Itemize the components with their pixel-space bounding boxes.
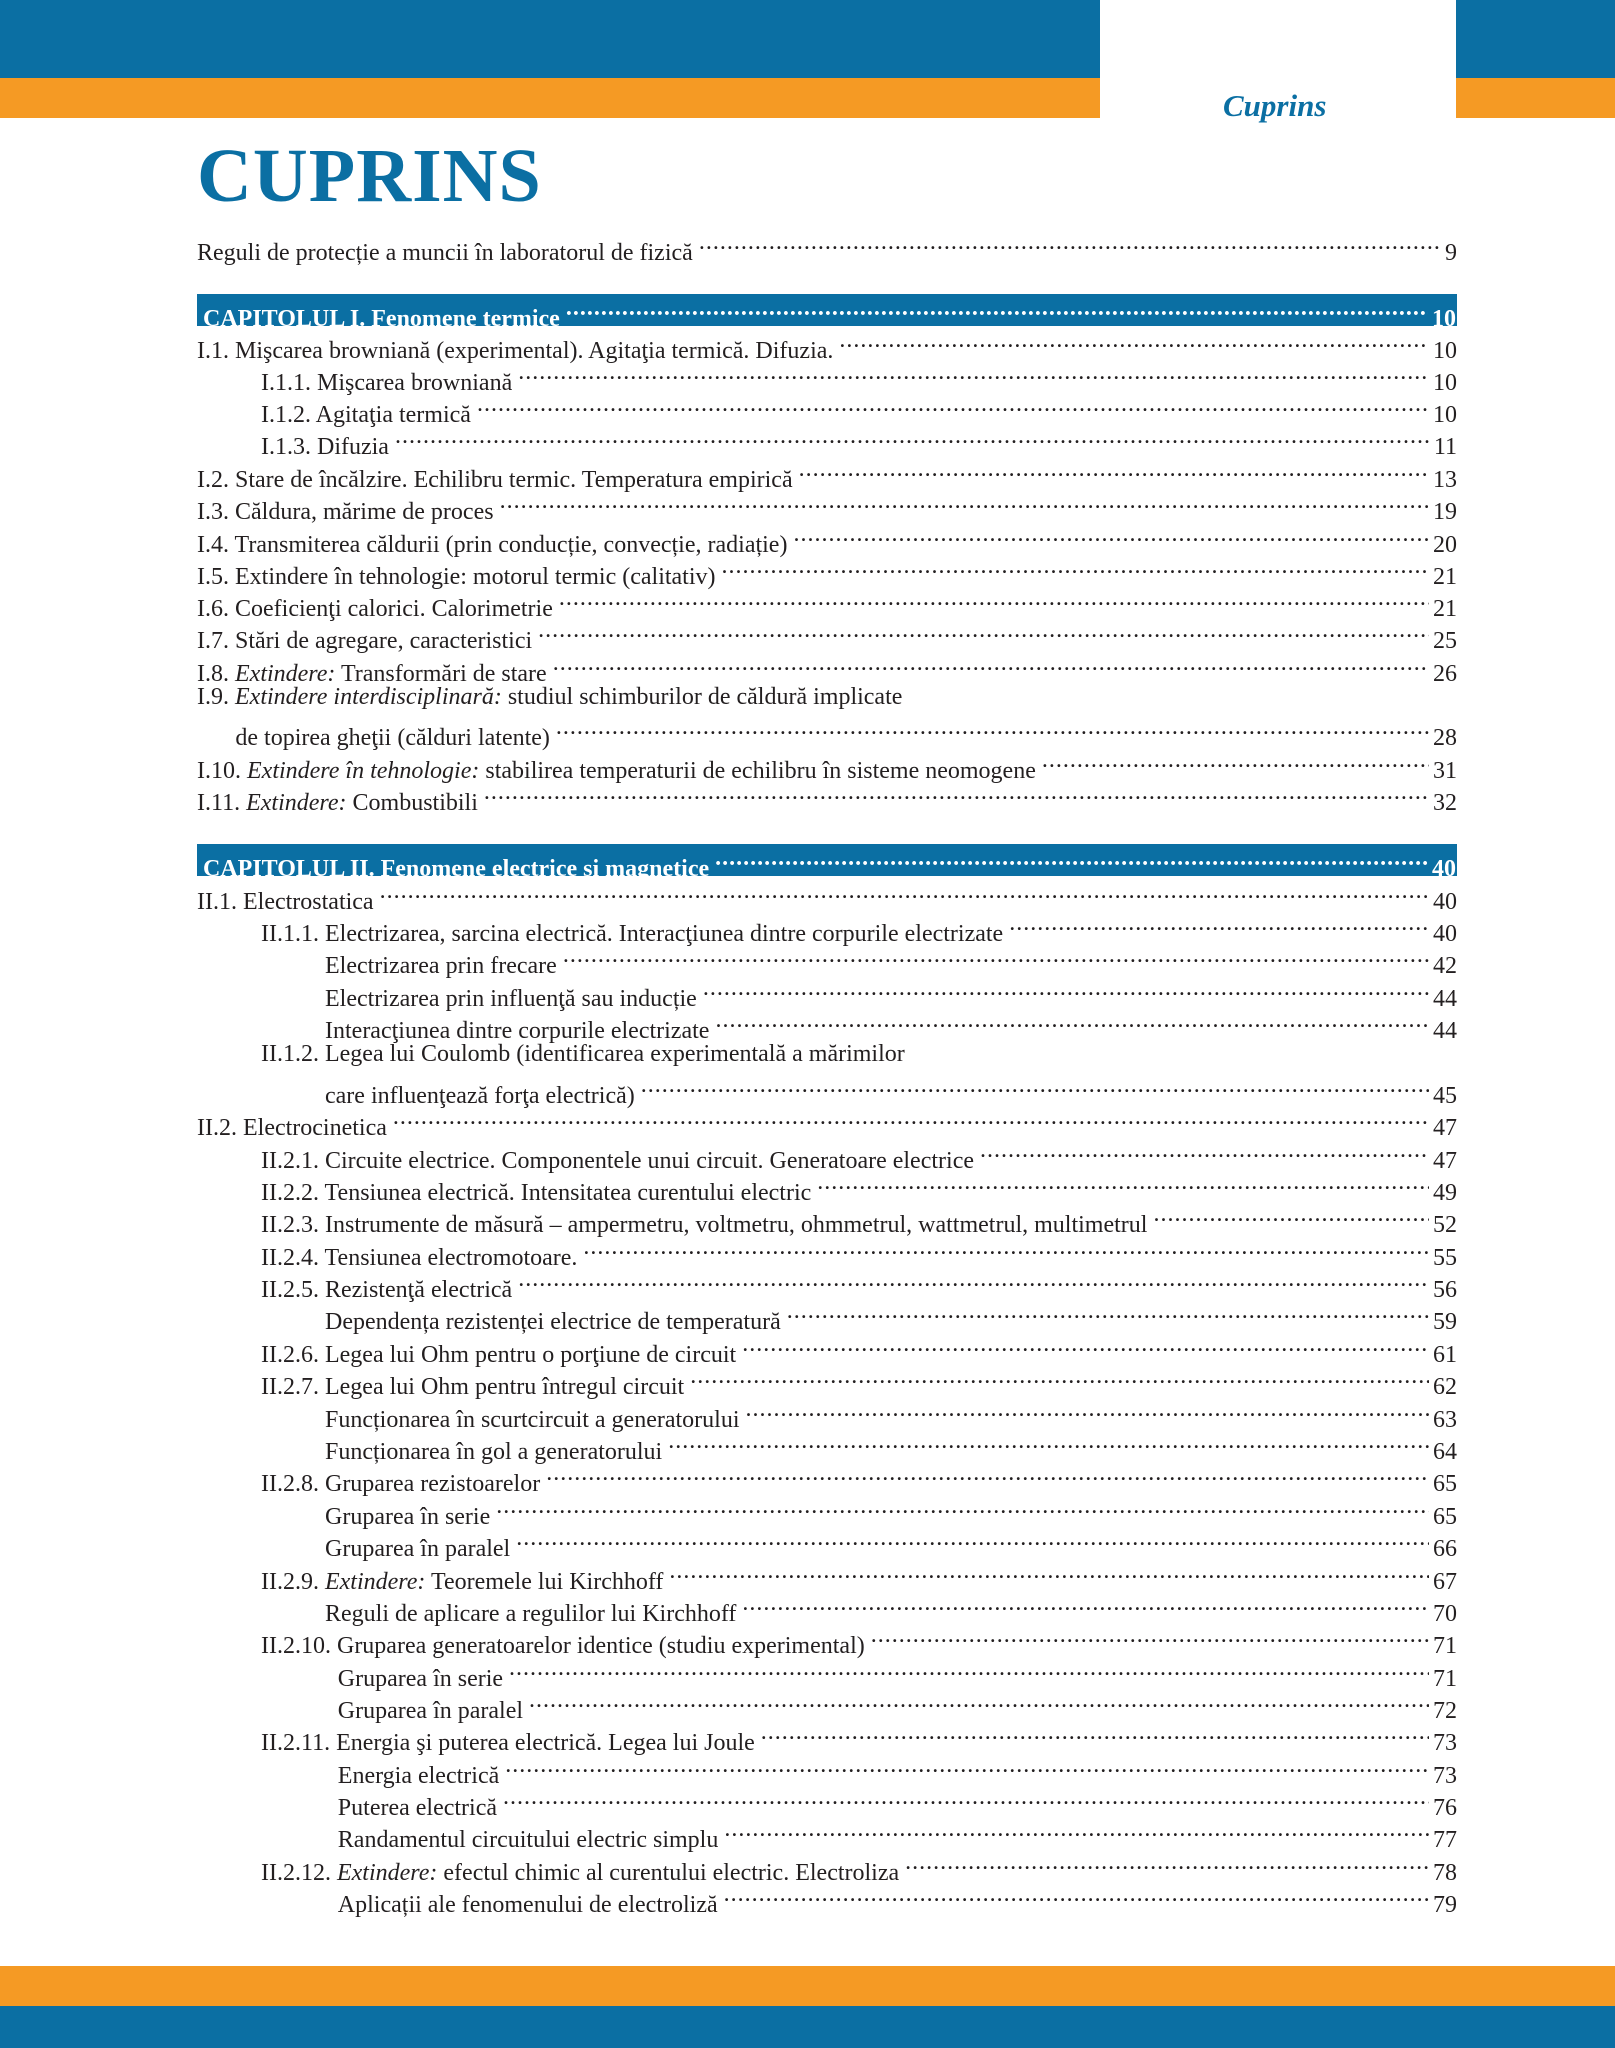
toc-entry-text-part: Transformări de stare: [335, 661, 547, 687]
toc-dot-leader: [496, 1492, 1429, 1524]
toc-page-number: 31: [1433, 758, 1457, 784]
toc-entry: [197, 1006, 1457, 1044]
toc-page-number: 77: [1433, 1827, 1457, 1853]
toc-entry-text-part: I.7. Stări de agregare, caracteristici: [197, 628, 533, 654]
toc-page-number: 26: [1433, 661, 1457, 687]
toc-dot-leader: [703, 974, 1429, 1006]
toc-entry-text-part: Reguli de aplicare a regulilor lui Kirchhoff: [325, 1601, 737, 1627]
toc-entry-italic-part: Extindere:: [336, 1860, 438, 1886]
toc-dot-leader: [839, 326, 1429, 358]
toc-dot-leader: [746, 1395, 1429, 1427]
toc-entry: [197, 552, 1457, 590]
toc-page-number: 47: [1433, 1148, 1457, 1174]
toc-page-number: 65: [1433, 1471, 1457, 1497]
toc-entry-italic-part: Extindere interdisciplinară:: [235, 684, 502, 710]
toc-page-number: 71: [1433, 1633, 1457, 1659]
toc-dot-leader: [1009, 909, 1429, 941]
toc-dot-leader: [393, 1103, 1429, 1135]
toc-entry-text-part: I.3. Căldura, mărime de proces: [197, 499, 494, 525]
toc-chapter-heading: [197, 844, 1457, 882]
toc-entry-text-part: I.1.1. Mişcarea browniană: [261, 370, 513, 396]
toc-page-number: 44: [1433, 1018, 1457, 1044]
toc-entry-text-part: studiul schimburilor de căldură implicate: [501, 684, 903, 710]
toc-entry-text-part: Aplicații ale fenomenului de electroliză: [337, 1892, 718, 1918]
toc-dot-leader: [559, 584, 1429, 616]
header-band-orange-right: [1456, 78, 1615, 118]
toc-entry: [197, 1621, 1457, 1659]
toc-page-number: 76: [1433, 1795, 1457, 1821]
toc-entry-text-part: II.1.1. Electrizarea, sarcina electrică. Interacţiunea dintre corpurile electrizate: [261, 921, 1004, 947]
toc-entry: [197, 877, 1457, 915]
toc-page-number: 10: [1433, 338, 1457, 364]
toc-entry: [197, 1686, 1457, 1724]
footer-band-orange: [0, 1966, 1615, 2006]
toc-entry: [197, 1718, 1457, 1756]
toc-entry: [197, 1330, 1457, 1368]
toc-dot-leader: [799, 455, 1429, 487]
toc-entry-text-part: II.2.3. Instrumente de măsură – ampermetru, voltmetru, ohmmetrul, wattmetrul, multimetrul: [261, 1212, 1148, 1238]
toc-page-number: 42: [1433, 953, 1457, 979]
toc-dot-leader: [905, 1848, 1429, 1880]
toc-entry-text-part: Teoremele lui Kirchhoff: [425, 1569, 664, 1595]
toc-entry: [197, 326, 1457, 364]
toc-entry: [197, 422, 1457, 460]
toc-entry-text-part: Dependența rezistenței electrice de temperatură: [325, 1309, 781, 1335]
toc-entry: [197, 1038, 1457, 1070]
toc-dot-leader: [538, 616, 1429, 648]
toc-dot-leader: [817, 1168, 1429, 1200]
toc-entry: [197, 778, 1457, 816]
toc-entry: [197, 746, 1457, 784]
toc-entry-italic-part: Extindere:: [324, 1569, 426, 1595]
toc-page-number: 40: [1433, 889, 1457, 915]
toc-entry-title: [338, 1889, 718, 1921]
toc-entry: [197, 1136, 1457, 1174]
toc-page-number: 72: [1433, 1698, 1457, 1724]
toc-entry-text-part: II.2.5. Rezistenţă electrică: [261, 1277, 513, 1303]
toc-entry: [197, 584, 1457, 622]
toc-page-number: 61: [1433, 1342, 1457, 1368]
toc-dot-leader: [871, 1621, 1429, 1653]
toc-dot-leader: [484, 778, 1429, 810]
toc-dot-leader: [1153, 1200, 1429, 1232]
toc-page-number: 21: [1433, 596, 1457, 622]
toc-entry-italic-part: Extindere:: [235, 661, 336, 687]
toc-entry-text-part: II.2.9.: [261, 1569, 325, 1595]
toc-dot-leader: [380, 877, 1429, 909]
toc-dot-leader: [690, 1362, 1429, 1394]
toc-dot-leader: [583, 1233, 1429, 1265]
toc-entry: [197, 1557, 1457, 1595]
toc-entry: [197, 1459, 1457, 1497]
toc-dot-leader: [553, 649, 1429, 681]
toc-dot-leader: [787, 1297, 1429, 1329]
toc-entry-text-part: II.2.7. Legea lui Ohm pentru întregul circuit: [261, 1374, 685, 1400]
toc-entry-text-part: I.1. Mişcarea browniană (experimental). Agitaţia termică. Difuzia.: [197, 338, 834, 364]
toc-dot-leader: [699, 228, 1441, 260]
toc-page-number: 62: [1433, 1374, 1457, 1400]
toc-entry-text-part: II.2.4. Tensiunea electromotoare.: [261, 1245, 578, 1271]
toc-entry-italic-part: Extindere:: [246, 790, 347, 816]
header-band-orange-left: [0, 78, 1100, 118]
toc-entry-text-part: II.2.2. Tensiunea electrică. Intensitatea curentului electric: [261, 1180, 812, 1206]
toc-entry-text-part: Energia electrică: [337, 1763, 500, 1789]
toc-entry-text-part: I.1.2. Agitaţia termică: [261, 402, 471, 428]
toc-entry-text-part: Funcționarea în scurtcircuit a generatorului: [325, 1407, 740, 1433]
toc-dot-leader: [669, 1557, 1429, 1589]
toc-dot-leader: [395, 422, 1430, 454]
toc-dot-leader: [724, 1815, 1429, 1847]
toc-entry-text-part: Puterea electrică: [337, 1795, 498, 1821]
toc-page-number: 20: [1433, 532, 1457, 558]
toc-page-number: 52: [1433, 1212, 1457, 1238]
toc-entry-text-part: Reguli de protecție a muncii în laboratorul de fizică: [197, 240, 693, 266]
toc-entry: [197, 228, 1457, 266]
toc-dot-leader: [500, 487, 1429, 519]
toc-page-number: 10: [1433, 370, 1457, 396]
toc-entry: [197, 1071, 1457, 1109]
toc-entry: [197, 1654, 1457, 1692]
toc-entry: [197, 358, 1457, 396]
toc-entry-text-part: Funcționarea în gol a generatorului: [325, 1439, 663, 1465]
toc-entry-title: [197, 787, 478, 819]
toc-dot-leader: [742, 1589, 1429, 1621]
toc-entry-italic-part: Extindere în tehnologie:: [247, 758, 480, 784]
toc-chapter-heading: [197, 294, 1457, 332]
toc-entry: [197, 455, 1457, 493]
toc-page-number: 56: [1433, 1277, 1457, 1303]
toc-entry: [197, 941, 1457, 979]
toc-page-number: 73: [1433, 1763, 1457, 1789]
toc-page-number: 21: [1433, 564, 1457, 590]
toc-entry: [197, 713, 1457, 751]
toc-entry-text-part: II.2.12.: [261, 1860, 337, 1886]
toc-dot-leader: [505, 1751, 1429, 1783]
toc-entry-text-part: stabilirea temperaturii de echilibru în sisteme neomogene: [479, 758, 1036, 784]
toc-page-number: 55: [1433, 1245, 1457, 1271]
toc-entry-text-part: I.2. Stare de încălzire. Echilibru termic. Temperatura empirică: [197, 467, 793, 493]
toc-entry-text-part: efectul chimic al curentului electric. Electroliza: [437, 1860, 900, 1886]
toc-entry: [197, 1395, 1457, 1433]
toc-entry-text-part: II.2.6. Legea lui Ohm pentru o porţiune de circuit: [261, 1342, 737, 1368]
toc-entry-text-part: II.2.11. Energia şi puterea electrică. Legea lui Joule: [261, 1730, 755, 1756]
toc-dot-leader: [518, 1265, 1429, 1297]
running-header: Cuprins: [1223, 88, 1327, 123]
toc-page-number: 32: [1433, 790, 1457, 816]
toc-entry: [197, 487, 1457, 525]
toc-dot-leader: [563, 941, 1429, 973]
toc-dot-leader: [546, 1459, 1429, 1491]
toc-entry: [197, 1815, 1457, 1853]
footer-band-blue: [0, 2006, 1615, 2048]
toc-entry: [197, 681, 1457, 713]
toc-dot-leader: [518, 358, 1429, 390]
page-title: CUPRINS: [197, 134, 542, 218]
toc-page-number: 64: [1433, 1439, 1457, 1465]
toc-entry: [197, 1427, 1457, 1465]
toc-entry: [197, 974, 1457, 1012]
toc-page-number: 40: [1433, 921, 1457, 947]
toc-entry-text-part: II.2.10. Gruparea generatoarelor identice (studiu experimental): [261, 1633, 865, 1659]
toc-entry-text-part: Gruparea în paralel: [337, 1698, 524, 1724]
toc-entry-text-part: CAPITOLUL I. Fenomene termice: [203, 306, 560, 332]
toc-entry-text-part: I.4. Transmiterea căldurii (prin conducție, convecție, radiație): [197, 532, 788, 558]
toc-entry: [197, 1880, 1457, 1918]
toc-dot-leader: [509, 1654, 1429, 1686]
toc-page-number: 70: [1433, 1601, 1457, 1627]
toc-entry: [197, 1751, 1457, 1789]
toc-entry-text-part: de topirea gheţii (călduri latente): [235, 725, 550, 751]
toc-page-number: 13: [1433, 467, 1457, 493]
toc-entry-text-part: Electrizarea prin influenţă sau inducție: [325, 986, 697, 1012]
toc-entry-text-part: I.5. Extindere în tehnologie: motorul termic (calitativ): [197, 564, 716, 590]
toc-entry: [197, 1103, 1457, 1141]
toc-dot-leader: [566, 294, 1428, 326]
toc-page-number: 47: [1433, 1115, 1457, 1141]
toc-entry: [197, 1492, 1457, 1530]
toc-entry: [197, 1297, 1457, 1335]
toc-entry-title: [261, 1038, 905, 1070]
toc-entry: [197, 909, 1457, 947]
toc-dot-leader: [715, 1006, 1429, 1038]
toc-entry-text-part: Interacţiunea dintre corpurile electrizate: [325, 1018, 710, 1044]
toc-page-number: 40: [1432, 856, 1456, 882]
toc-entry: [197, 1362, 1457, 1400]
toc-entry: [197, 1524, 1457, 1562]
toc-page-number: 19: [1433, 499, 1457, 525]
toc-page-number: 78: [1433, 1860, 1457, 1886]
toc-entry: [197, 1233, 1457, 1271]
toc-page-number: 67: [1433, 1569, 1457, 1595]
toc-page-number: 10: [1433, 402, 1457, 428]
toc-entry-text-part: II.2.1. Circuite electrice. Componentele unui circuit. Generatoare electrice: [261, 1148, 974, 1174]
toc-entry-text-part: I.6. Coeficienţi calorici. Calorimetrie: [197, 596, 553, 622]
toc-entry: [197, 1848, 1457, 1886]
toc-entry-text-part: I.8.: [197, 661, 235, 687]
toc-entry-text-part: Randamentul circuitului electric simplu: [337, 1827, 719, 1853]
toc-entry-text-part: II.2.8. Gruparea rezistoarelor: [261, 1471, 541, 1497]
toc-entry-text-part: II.1.2. Legea lui Coulomb (identificarea experimentală a mărimilor: [261, 1041, 905, 1067]
toc-entry: [197, 1783, 1457, 1821]
toc-page-number: 63: [1433, 1407, 1457, 1433]
toc-entry-text-part: Gruparea în serie: [325, 1504, 491, 1530]
toc-entry: [197, 616, 1457, 654]
header-band-blue-right: [1456, 0, 1615, 78]
toc-dot-leader: [793, 520, 1429, 552]
toc-entry: [197, 520, 1457, 558]
toc-dot-leader: [641, 1071, 1429, 1103]
toc-entry: [197, 390, 1457, 428]
toc-dot-leader: [980, 1136, 1429, 1168]
toc-page-number: 49: [1433, 1180, 1457, 1206]
toc-dot-leader: [761, 1718, 1429, 1750]
toc-entry-text-part: I.10.: [197, 758, 247, 784]
toc-dot-leader: [516, 1524, 1429, 1556]
toc-dot-leader: [742, 1330, 1429, 1362]
toc-entry-text-part: II.2. Electrocinetica: [197, 1115, 387, 1141]
toc-page-number: 11: [1433, 434, 1457, 460]
toc-entry-text-part: I.11.: [197, 790, 247, 816]
toc-page-number: 9: [1445, 240, 1457, 266]
toc-entry: [197, 649, 1457, 687]
toc-page-number: 44: [1433, 986, 1457, 1012]
toc-entry: [197, 1168, 1457, 1206]
toc-dot-leader: [503, 1783, 1429, 1815]
toc-entry-text-part: CAPITOLUL II. Fenomene electrice și magnetice: [203, 856, 710, 882]
toc-dot-leader: [724, 1880, 1429, 1912]
toc-page-number: 28: [1433, 725, 1457, 751]
toc-page-number: 45: [1433, 1083, 1457, 1109]
toc-entry: [197, 1265, 1457, 1303]
toc-page-number: 65: [1433, 1504, 1457, 1530]
toc-entry: [197, 1200, 1457, 1238]
toc-dot-leader: [722, 552, 1429, 584]
toc-dot-leader: [529, 1686, 1429, 1718]
toc-entry-text-part: Gruparea în serie: [337, 1666, 504, 1692]
toc-entry-text-part: II.1. Electrostatica: [197, 889, 374, 915]
toc-page-number: 73: [1433, 1730, 1457, 1756]
toc-dot-leader: [556, 713, 1429, 745]
toc-entry-text-part: Combustibili: [346, 790, 478, 816]
toc-page-number: 79: [1433, 1892, 1457, 1918]
toc-entry-text-part: I.1.3. Difuzia: [261, 434, 389, 460]
toc-entry-text-part: care influenţează forţa electrică): [325, 1083, 635, 1109]
toc-entry-title: [197, 237, 693, 269]
toc-entry-text-part: Gruparea în paralel: [325, 1536, 511, 1562]
toc-dot-leader: [668, 1427, 1429, 1459]
toc-page-number: 66: [1433, 1536, 1457, 1562]
toc-page-number: 10: [1432, 306, 1456, 332]
toc-entry: [197, 1589, 1457, 1627]
toc-page-number: 25: [1433, 628, 1457, 654]
toc-page-number: 59: [1433, 1309, 1457, 1335]
toc-dot-leader: [715, 844, 1428, 876]
toc-dot-leader: [477, 390, 1429, 422]
toc-page-number: 71: [1433, 1666, 1457, 1692]
header-band-blue-left: [0, 0, 1100, 78]
toc-entry-text-part: I.9.: [197, 684, 235, 710]
toc-entry-title: [197, 681, 902, 713]
toc-dot-leader: [1042, 746, 1429, 778]
toc-entry-text-part: Electrizarea prin frecare: [325, 953, 557, 979]
